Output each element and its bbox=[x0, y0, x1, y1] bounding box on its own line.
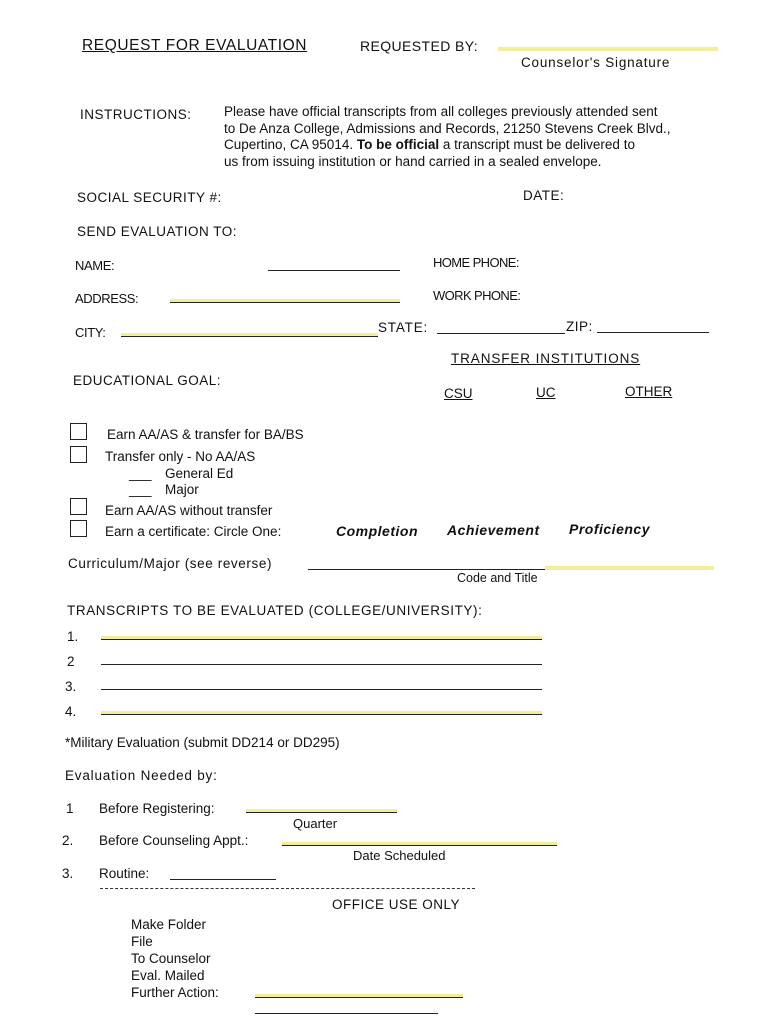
requested-by-label: REQUESTED BY: bbox=[360, 38, 479, 54]
routine-field[interactable] bbox=[170, 879, 276, 880]
counselor-signature-label: Counselor's Signature bbox=[521, 55, 671, 70]
send-evaluation-to-label: SEND EVALUATION TO: bbox=[77, 224, 238, 239]
transcript-row-1-number: 1. bbox=[67, 629, 79, 644]
cert-completion-option[interactable]: Completion bbox=[336, 523, 418, 539]
name-label: NAME: bbox=[75, 258, 115, 273]
date-label: DATE: bbox=[523, 188, 565, 203]
state-label: STATE: bbox=[378, 320, 429, 335]
cert-achievement-option[interactable]: Achievement bbox=[447, 522, 540, 538]
city-field[interactable] bbox=[121, 336, 378, 337]
instructions-line-4: us from issuing institution or hand carried in a sealed envelope. bbox=[224, 153, 602, 169]
educational-goal-label: EDUCATIONAL GOAL: bbox=[73, 373, 222, 388]
before-counseling-field[interactable] bbox=[282, 845, 557, 846]
csu-column: CSU bbox=[444, 386, 473, 401]
transcript-row-2-number: 2 bbox=[67, 654, 75, 669]
general-ed-label: General Ed bbox=[165, 466, 234, 481]
office-to-counselor: To Counselor bbox=[131, 951, 211, 966]
other-column: OTHER bbox=[625, 384, 673, 399]
transcripts-label: TRANSCRIPTS TO BE EVALUATED (COLLEGE/UNIVERSITY): bbox=[67, 603, 483, 618]
eval-option-2-number: 2. bbox=[62, 833, 74, 848]
signature-highlight bbox=[498, 47, 718, 51]
date-scheduled-label: Date Scheduled bbox=[353, 848, 446, 863]
further-action-field-1[interactable] bbox=[255, 997, 463, 998]
before-counseling-label: Before Counseling Appt.: bbox=[99, 833, 249, 848]
ssn-label: SOCIAL SECURITY #: bbox=[77, 190, 222, 205]
goal-certificate-label: Earn a certificate: Circle One: bbox=[105, 524, 282, 539]
quarter-label: Quarter bbox=[293, 816, 338, 831]
instructions-line-1: Please have official transcripts from all colleges previously attended sent bbox=[224, 104, 658, 119]
state-field[interactable] bbox=[437, 333, 565, 334]
home-phone-label: HOME PHONE: bbox=[433, 255, 519, 270]
transcript-row-4-number: 4. bbox=[65, 704, 77, 719]
zip-field[interactable] bbox=[597, 332, 709, 333]
city-label: CITY: bbox=[75, 325, 106, 340]
address-label: ADDRESS: bbox=[75, 291, 139, 306]
instructions-label: INSTRUCTIONS: bbox=[80, 107, 192, 122]
name-field[interactable] bbox=[268, 270, 400, 271]
routine-label: Routine: bbox=[99, 866, 150, 881]
goal-aa-no-transfer-checkbox[interactable] bbox=[70, 498, 87, 515]
before-registering-field[interactable] bbox=[246, 812, 397, 813]
office-make-folder: Make Folder bbox=[131, 917, 207, 932]
military-evaluation-note: *Military Evaluation (submit DD214 or DD295) bbox=[65, 735, 340, 750]
uc-column: UC bbox=[536, 385, 556, 400]
transcript-row-4-field[interactable] bbox=[101, 714, 542, 715]
major-blank[interactable]: ___ bbox=[129, 482, 152, 497]
curriculum-label: Curriculum/Major (see reverse) bbox=[68, 556, 273, 571]
zip-label: ZIP: bbox=[566, 319, 593, 334]
before-registering-label: Before Registering: bbox=[99, 801, 215, 816]
office-use-divider bbox=[100, 888, 475, 889]
office-further-action-label: Further Action: bbox=[131, 985, 219, 1000]
work-phone-label: WORK PHONE: bbox=[433, 288, 521, 303]
address-field[interactable] bbox=[170, 302, 400, 303]
transcript-row-3-field[interactable] bbox=[101, 689, 542, 690]
major-label: Major bbox=[165, 482, 199, 497]
general-ed-blank[interactable]: ___ bbox=[129, 466, 152, 481]
cert-proficiency-option[interactable]: Proficiency bbox=[569, 521, 650, 537]
evaluation-needed-label: Evaluation Needed by: bbox=[65, 768, 218, 783]
goal-transfer-only-checkbox[interactable] bbox=[70, 446, 87, 463]
transcript-row-2-field[interactable] bbox=[101, 664, 542, 665]
goal-transfer-only-label: Transfer only - No AA/AS bbox=[105, 449, 256, 464]
transcript-row-3-number: 3. bbox=[65, 679, 77, 694]
office-file: File bbox=[131, 934, 153, 949]
further-action-field-2[interactable] bbox=[255, 1013, 438, 1014]
goal-aa-transfer-checkbox[interactable] bbox=[70, 423, 87, 440]
goal-aa-transfer-label: Earn AA/AS & transfer for BA/BS bbox=[107, 427, 304, 442]
form-title: REQUEST FOR EVALUATION bbox=[82, 37, 308, 54]
eval-option-3-number: 3. bbox=[62, 866, 74, 881]
office-use-only-label: OFFICE USE ONLY bbox=[332, 897, 461, 912]
goal-aa-no-transfer-label: Earn AA/AS without transfer bbox=[105, 503, 273, 518]
instructions-text bbox=[224, 104, 734, 170]
instructions-line-3: Cupertino, CA 95014. To be official a transcript must be delivered to bbox=[224, 137, 635, 152]
instructions-line-2: to De Anza College, Admissions and Records, 21250 Stevens Creek Blvd., bbox=[224, 120, 671, 136]
code-and-title-label: Code and Title bbox=[457, 571, 538, 585]
transcript-row-1-field[interactable] bbox=[101, 639, 542, 640]
curriculum-highlight bbox=[545, 566, 714, 570]
goal-certificate-checkbox[interactable] bbox=[70, 520, 87, 537]
office-eval-mailed: Eval. Mailed bbox=[131, 968, 205, 983]
eval-option-1-number: 1 bbox=[66, 801, 74, 816]
transfer-institutions-label: TRANSFER INSTITUTIONS bbox=[451, 351, 641, 366]
